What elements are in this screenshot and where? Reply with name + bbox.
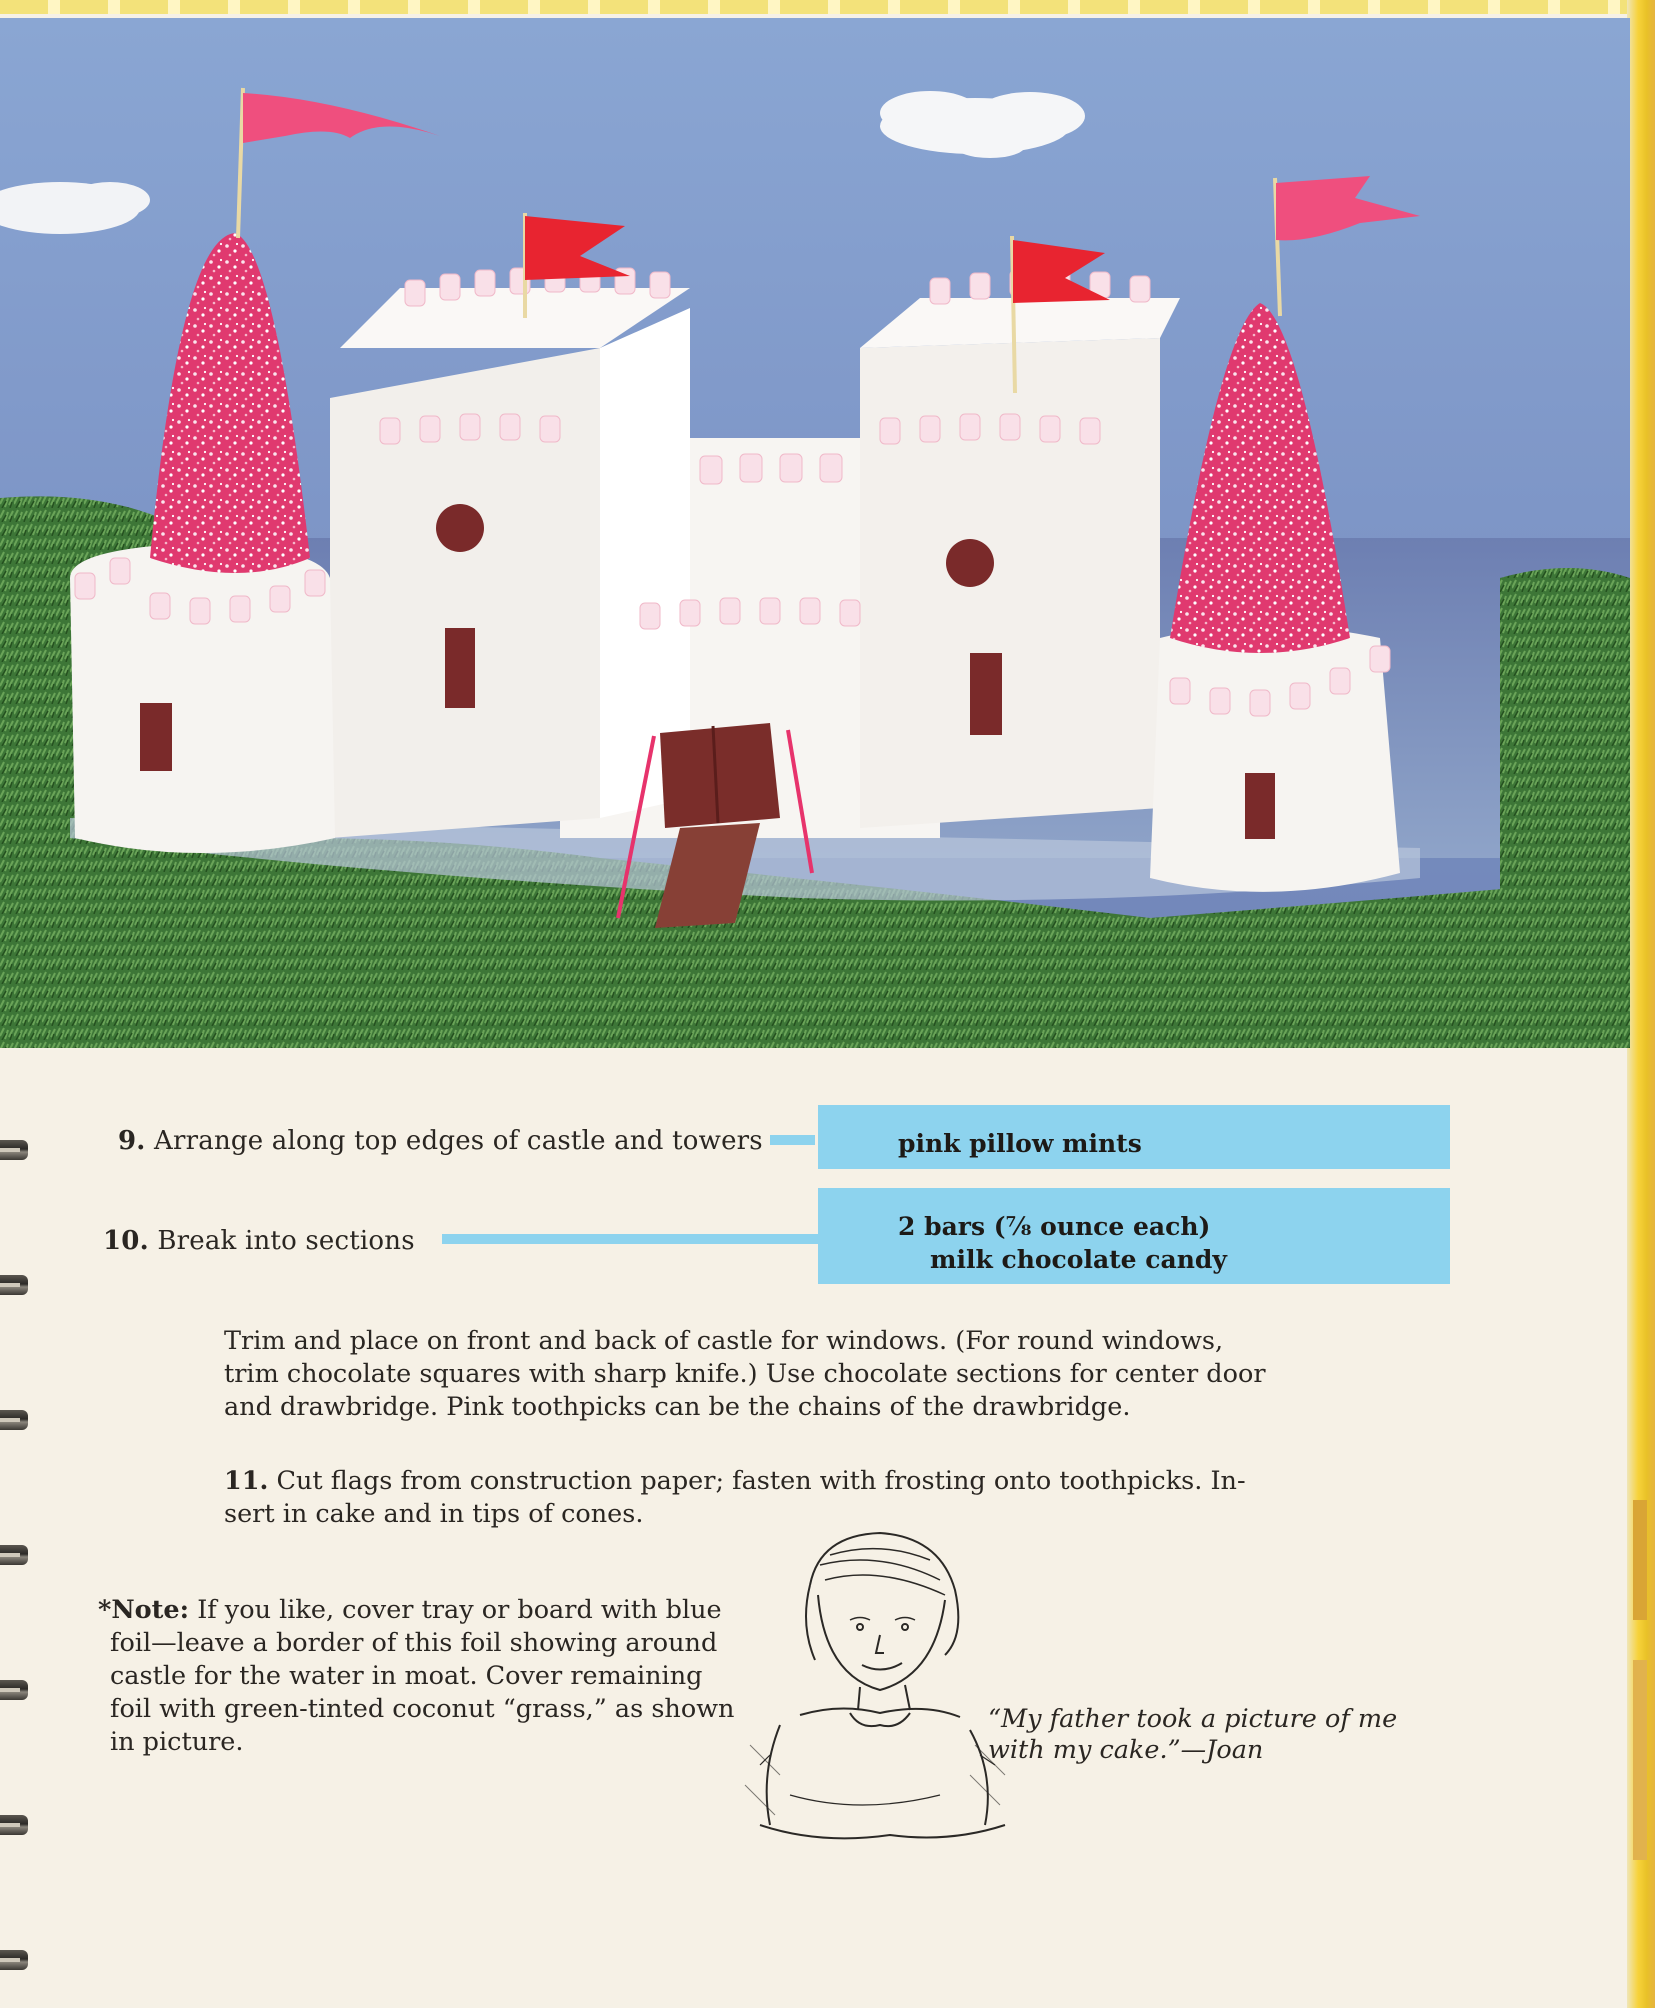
quote-line: with my cake.”—Joan bbox=[988, 1735, 1264, 1765]
window bbox=[140, 703, 172, 771]
ingredient-line: 2 bars (⅞ ounce each) bbox=[898, 1212, 1211, 1241]
ingredient-box bbox=[818, 1105, 1450, 1169]
binding-ring bbox=[0, 1275, 28, 1295]
note-line: castle for the water in moat. Cover remaining bbox=[110, 1661, 703, 1691]
paragraph-line: and drawbridge. Pink toothpicks can be the chains of the drawbridge. bbox=[224, 1392, 1131, 1422]
note-label: *Note: bbox=[98, 1595, 190, 1625]
ingredient-box bbox=[818, 1188, 1450, 1284]
paragraph-line: trim chocolate squares with sharp knife.) Use chocolate sections for center door bbox=[224, 1359, 1266, 1389]
window bbox=[1245, 773, 1275, 839]
step-9 bbox=[118, 1124, 763, 1158]
page-edge-stack bbox=[1627, 0, 1655, 2008]
castle-right-keep bbox=[860, 338, 1160, 828]
binding-ring bbox=[0, 1815, 28, 1835]
note-line: If you like, cover tray or board with blue bbox=[197, 1595, 722, 1625]
ingredient-text: pink pillow mints bbox=[898, 1129, 1142, 1158]
step-text: Arrange along top edges of castle and towers bbox=[154, 1126, 763, 1156]
window bbox=[970, 653, 1002, 735]
page-top-edge bbox=[0, 0, 1655, 14]
leader-line bbox=[442, 1234, 822, 1244]
binding-ring bbox=[0, 1140, 28, 1160]
step-number: 10. bbox=[103, 1226, 149, 1256]
ingredient-line: milk chocolate candy bbox=[930, 1245, 1227, 1274]
castle-cake-photo bbox=[0, 18, 1630, 1048]
binding-ring bbox=[0, 1545, 28, 1565]
binding-ring bbox=[0, 1950, 28, 1970]
leader-line bbox=[770, 1135, 815, 1145]
binding-ring bbox=[0, 1410, 28, 1430]
note-line: foil—leave a border of this foil showing around bbox=[110, 1628, 718, 1658]
quote-line: “My father took a picture of me bbox=[988, 1704, 1398, 1734]
child-portrait-sketch bbox=[740, 1525, 1010, 1855]
step-11 bbox=[224, 1465, 1332, 1531]
step-10 bbox=[103, 1224, 415, 1258]
quote bbox=[988, 1704, 1428, 1766]
paragraph-line: Cut flags from construction paper; fasten with frosting onto toothpicks. In- bbox=[276, 1466, 1246, 1496]
instructions-paragraph bbox=[224, 1325, 1332, 1424]
step-text: Break into sections bbox=[157, 1226, 415, 1256]
window bbox=[445, 628, 475, 708]
binding-ring bbox=[0, 1680, 28, 1700]
paragraph-line: sert in cake and in tips of cones. bbox=[224, 1499, 644, 1529]
step-number: 11. bbox=[224, 1466, 269, 1496]
round-window bbox=[436, 504, 484, 552]
note-block bbox=[98, 1594, 748, 1759]
note-line: foil with green-tinted coconut “grass,” as shown bbox=[110, 1694, 735, 1724]
step-number: 9. bbox=[118, 1126, 146, 1156]
round-window bbox=[946, 539, 994, 587]
paragraph-line: Trim and place on front and back of castle for windows. (For round windows, bbox=[224, 1326, 1224, 1356]
note-line: in picture. bbox=[110, 1727, 244, 1757]
